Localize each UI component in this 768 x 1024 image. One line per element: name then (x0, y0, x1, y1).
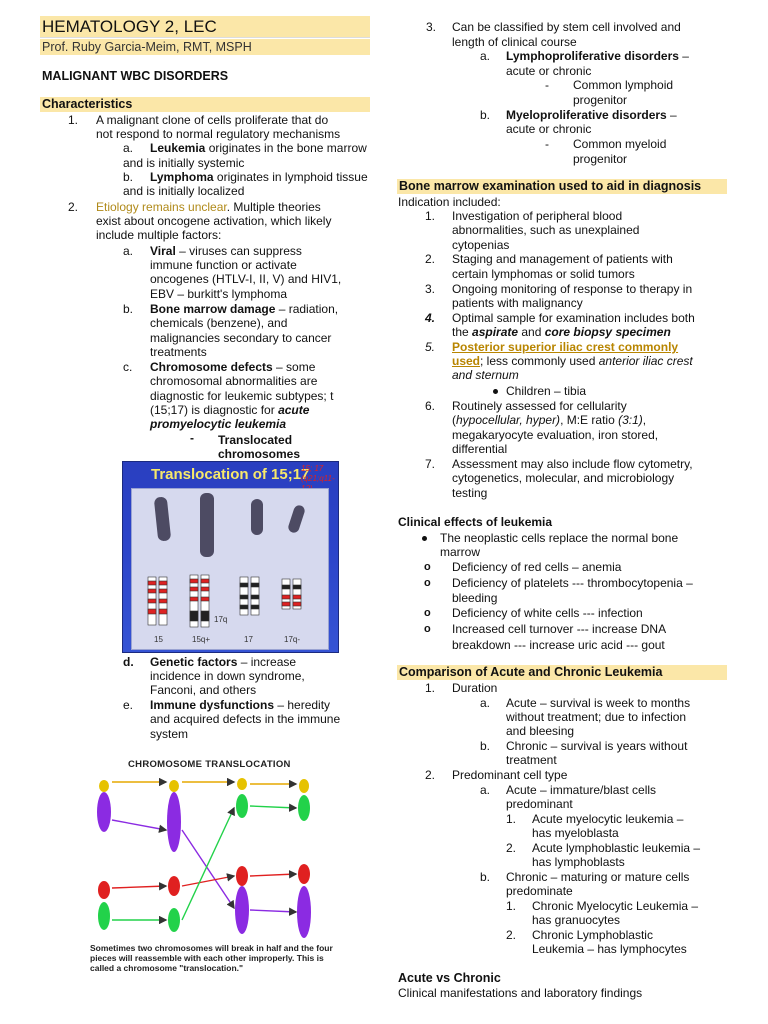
emphasis: acute (278, 403, 310, 417)
text-line: certain lymphomas or solid tumors (452, 267, 635, 281)
term: Leukemia (150, 141, 206, 155)
text-line: without treatment; due to infection (506, 710, 687, 724)
term-desc: – some (272, 360, 316, 374)
chromosome-image (287, 504, 306, 534)
text-line: Ongoing monitoring of response to therapy in (452, 282, 693, 296)
document-title: HEMATOLOGY 2, LEC (40, 16, 370, 38)
list-number: 1. (506, 899, 517, 913)
chromosome-image (154, 496, 172, 541)
text-part: . Multiple theories (226, 200, 321, 214)
section-heading-characteristics: Characteristics (40, 97, 370, 112)
text-line: treatments (150, 345, 207, 359)
text-line: and is initially localized (123, 184, 245, 198)
text-line: treatment (506, 753, 557, 767)
text-line (150, 403, 309, 418)
figure-translocation-karyotype (122, 461, 339, 653)
text-line: Optimal sample for examination includes both (452, 311, 695, 325)
list-number: 2. (506, 841, 517, 855)
text-part: (15;17) is diagnostic for (150, 403, 279, 417)
text-line: Common lymphoid (573, 78, 674, 92)
term: Lymphoma (150, 170, 214, 184)
text-line: Staging and management of patients with (452, 252, 673, 266)
term-desc: – (678, 49, 689, 63)
text-line (150, 244, 302, 259)
text-line: bleeding (452, 591, 498, 605)
term: Chromosome defects (150, 360, 273, 374)
list-number: 2. (425, 768, 436, 782)
text-line: marrow (440, 545, 481, 559)
section-heading-acute-vs-chronic: Acute vs Chronic (398, 971, 501, 985)
text-line: differential (452, 442, 508, 456)
highlight-link-text: used (452, 354, 481, 368)
text-line: Acute – immature/blast cells (506, 783, 657, 797)
text-line: chromosomal abnormalities are (150, 374, 318, 388)
list-number: 2. (68, 200, 79, 214)
text-line: not respond to normal regulatory mechanisms (96, 127, 341, 141)
text-line: Chronic – survival is years without (506, 739, 688, 753)
bullet-icon (493, 389, 498, 394)
text-line (150, 141, 367, 156)
list-mark: b. (480, 108, 491, 122)
text-line: Deficiency of red cells – anemia (452, 560, 622, 574)
list-mark: b. (480, 739, 491, 753)
text-line: Routinely assessed for cellularity (452, 399, 627, 413)
text-line: Can be classified by stem cell involved and (452, 20, 681, 34)
text-line (150, 655, 296, 670)
text-line: cytopenias (452, 238, 510, 252)
circle-bullet-icon: o (424, 561, 431, 573)
list-mark: a. (480, 696, 491, 710)
list-number: 3. (426, 20, 437, 34)
term: Viral (150, 244, 176, 258)
text-line: predominate (506, 884, 573, 898)
emphasis: anterior iliac crest (598, 354, 693, 368)
list-dash: - (190, 431, 194, 445)
text-line: predominant (506, 797, 573, 811)
list-number: 1. (425, 681, 436, 695)
emphasis: aspirate (472, 325, 519, 339)
text-part: , (642, 413, 647, 427)
text-line: progenitor (573, 152, 628, 166)
ideogram-label: 17 (244, 635, 253, 644)
list-number: 5. (425, 340, 436, 354)
text-line: and sternum (452, 368, 519, 382)
ideogram-label: 17q- (284, 635, 301, 644)
chromosome-image (200, 493, 214, 557)
list-mark: c. (123, 360, 133, 374)
term: Immune dysfunctions (150, 698, 275, 712)
list-mark: b. (480, 870, 491, 884)
chromosome-image (251, 499, 263, 535)
text-line: progenitor (573, 93, 628, 107)
annotation-line: 15; 17 (301, 464, 324, 473)
text-line (506, 49, 689, 64)
text-line (452, 413, 646, 428)
term: Genetic factors (150, 655, 238, 669)
section-heading-comparison: Comparison of Acute and Chronic Leukemia (397, 665, 727, 680)
text-line: immune function or activate (150, 258, 297, 272)
section-heading-clinical-effects: Clinical effects of leukemia (398, 515, 553, 529)
list-dash: - (545, 137, 549, 151)
text-line: chromosomes (218, 447, 301, 461)
emphasis: hypocellular, hyper) (456, 413, 561, 427)
text-line: malignancies secondary to cancer (150, 331, 332, 345)
text-line: system (150, 727, 189, 741)
text-line: and acquired defects in the immune (150, 712, 341, 726)
text-line: oncogenes (HTLV-I, II, V) and HIV1, (150, 272, 342, 286)
term-desc: – radiation, (275, 302, 339, 316)
text-line: and is initially systemic (123, 156, 245, 170)
list-number: 2. (506, 928, 517, 942)
ideogram-band-label: 17q (214, 615, 228, 624)
figure-title: CHROMOSOME TRANSLOCATION (128, 759, 291, 770)
text-line (150, 302, 338, 317)
text-line: A malignant clone of cells proliferate that do (96, 113, 329, 127)
list-number: 1. (425, 209, 436, 223)
annotation-line: (q21;q11- (301, 474, 335, 483)
list-mark: e. (123, 698, 134, 712)
list-dash: - (545, 78, 549, 92)
text-line: Chronic Myelocytic Leukemia – (532, 899, 699, 913)
text-line: has granuocytes (532, 913, 621, 927)
text-line: Acute lymphoblastic leukemia – (532, 841, 701, 855)
text-line: The neoplastic cells replace the normal bone (440, 531, 679, 545)
document-subtitle: Prof. Ruby Garcia-Meim, RMT, MSPH (40, 39, 370, 55)
text-line: diagnostic for leukemic subtypes; t (150, 389, 334, 403)
list-mark: b. (123, 302, 134, 316)
text-line: Leukemia – has lymphocytes (532, 942, 687, 956)
circle-bullet-icon: o (424, 607, 431, 619)
ideogram-label: 15 (154, 635, 163, 644)
list-number: 1. (68, 113, 79, 127)
term-desc: – heredity (274, 698, 331, 712)
term-desc: originates in the bone marrow (205, 141, 367, 155)
text-line (150, 170, 368, 185)
text-line: Translocated (218, 433, 293, 447)
text-line: acute or chronic (506, 122, 592, 136)
term: Myeloproliferative disorders (506, 108, 667, 122)
text-line: Assessment may also include flow cytometry, (452, 457, 693, 471)
text-line: Children – tibia (506, 384, 587, 398)
text-line: Investigation of peripheral blood (452, 209, 623, 223)
list-mark: b. (123, 170, 134, 184)
text-line: megakaryocyte evaluation, iron stored, (452, 428, 659, 442)
text-line: has lymphoblasts (532, 855, 625, 869)
text-line: testing (452, 486, 488, 500)
section-heading-bone-marrow: Bone marrow examination used to aid in diagnosis (397, 179, 727, 194)
text-line: Deficiency of white cells --- infection (452, 606, 643, 620)
text-line: Common myeloid (573, 137, 667, 151)
list-mark: a. (123, 244, 134, 258)
list-number: 6. (425, 399, 436, 413)
text-line (96, 200, 321, 215)
text-line (452, 354, 693, 369)
text-line: exist about oncogene activation, which likely (96, 214, 332, 228)
list-mark: a. (123, 141, 134, 155)
term-desc: originates in lymphoid tissue (213, 170, 368, 184)
text-line: patients with malignancy (452, 296, 583, 310)
text-line: abnormalities, such as unexplained (452, 223, 640, 237)
main-title: MALIGNANT WBC DISORDERS (42, 69, 229, 83)
text-part: ( (452, 413, 456, 427)
text-line (506, 108, 677, 123)
highlight-text: Etiology remains unclear (96, 200, 227, 214)
text-line: breakdown --- increase uric acid --- gout (452, 638, 665, 652)
text-line: chemicals (benzene), and (150, 316, 288, 330)
text-line (150, 360, 315, 375)
text-line: promyelocytic leukemia (150, 417, 287, 431)
text-line: Indication included: (398, 195, 501, 209)
term-desc: – increase (237, 655, 297, 669)
translocation-diagram (84, 770, 340, 942)
term: Bone marrow damage (150, 302, 276, 316)
text-part: and (518, 325, 545, 339)
text-line: incidence in down syndrome, (150, 669, 305, 683)
text-line: Increased cell turnover --- increase DNA (452, 622, 667, 636)
term-desc: – viruses can suppress (175, 244, 302, 258)
text-line: acute or chronic (506, 64, 592, 78)
text-part: ; less commonly used (480, 354, 599, 368)
list-number: 1. (506, 812, 517, 826)
text-line: Deficiency of platelets --- thrombocytopenia – (452, 576, 693, 590)
text-line: and bleesing (506, 724, 575, 738)
list-mark: d. (123, 655, 134, 669)
text-line: Acute myelocytic leukemia – (532, 812, 684, 826)
figure-caption: Sometimes two chromosomes will break in half and the four pieces will reassemble with each other improperly. This is called a chromosome "translocation." (90, 943, 333, 973)
bullet-icon (422, 536, 427, 541)
list-number: 7. (425, 457, 436, 471)
list-number: 4. (425, 311, 436, 325)
ideogram-label: 15q+ (192, 635, 211, 644)
text-line: cytogenetics, molecular, and microbiology (452, 471, 675, 485)
ideogram-diagram (132, 571, 328, 629)
text-line: Fanconi, and others (150, 683, 257, 697)
text-line: Chronic Lymphoblastic (532, 928, 653, 942)
figure-title: Translocation of 15;17 (151, 466, 310, 483)
text-part: , M:E ratio (560, 413, 619, 427)
text-line (452, 325, 671, 340)
emphasis: core biopsy specimen (544, 325, 671, 339)
text-line: Predominant cell type (452, 768, 568, 782)
text-line (150, 698, 330, 713)
text-line: Duration (452, 681, 498, 695)
term: Lymphoproliferative disorders (506, 49, 679, 63)
list-mark: a. (480, 49, 491, 63)
list-mark: a. (480, 783, 491, 797)
text-line: EBV – burkitt's lymphoma (150, 287, 288, 301)
circle-bullet-icon: o (424, 577, 431, 589)
text-line: length of clinical course (452, 35, 577, 49)
list-number: 2. (425, 252, 436, 266)
text-part: the (452, 325, 473, 339)
highlight-link-text: Posterior superior iliac crest commonly (452, 340, 679, 354)
karyotype-panel (131, 488, 329, 650)
list-number: 3. (425, 282, 436, 296)
term-desc: – (666, 108, 677, 122)
figure-chromosome-translocation (84, 750, 340, 975)
text-line: has myeloblasta (532, 826, 619, 840)
text-line: Acute – survival is week to months (506, 696, 691, 710)
text-line: Chronic – maturing or mature cells (506, 870, 690, 884)
text-line: include multiple factors: (96, 228, 222, 242)
text-line: Clinical manifestations and laboratory findings (398, 986, 643, 1000)
circle-bullet-icon: o (424, 623, 431, 635)
emphasis: (3:1) (618, 413, 643, 427)
